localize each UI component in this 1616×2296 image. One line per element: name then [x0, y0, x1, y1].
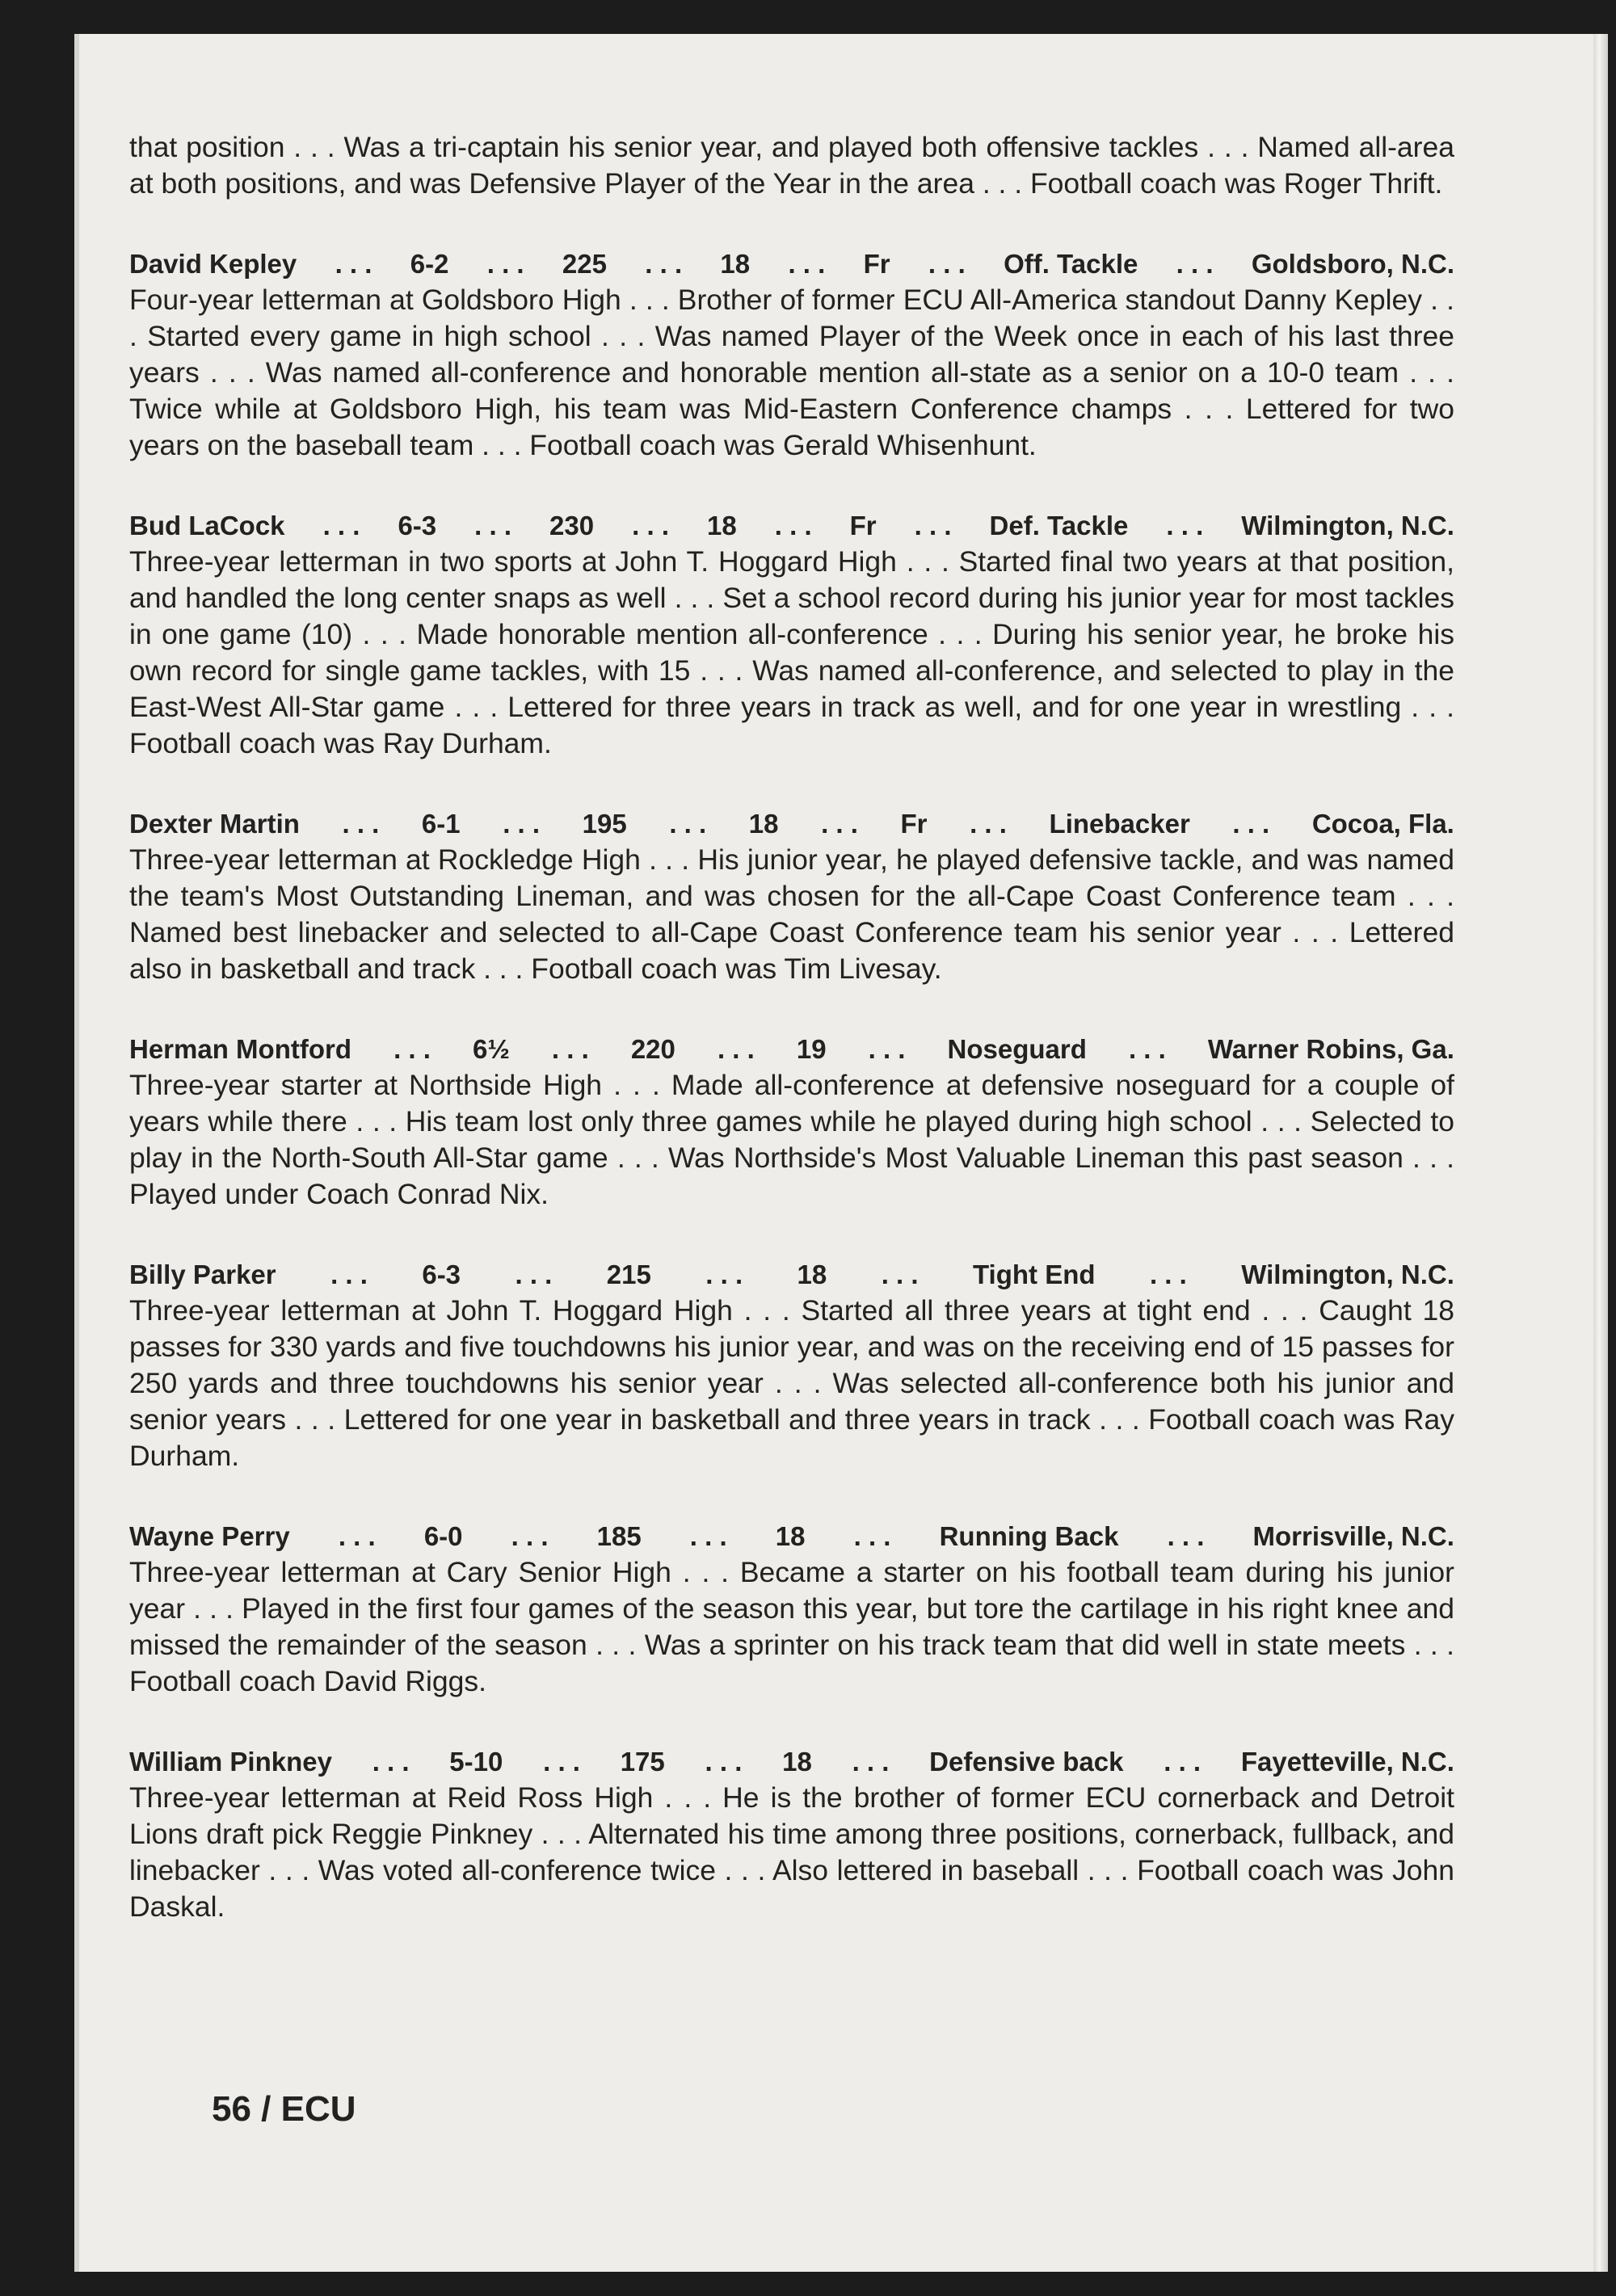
player-hometown: Goldsboro, N.C.: [1251, 249, 1454, 279]
separator: . . .: [503, 809, 541, 839]
player-height: 6-3: [398, 511, 437, 540]
player-entry: [129, 1256, 1454, 1474]
player-hometown: Morrisville, N.C.: [1252, 1521, 1454, 1551]
separator: . . .: [705, 1259, 743, 1289]
player-hometown: Warner Robins, Ga.: [1207, 1034, 1454, 1064]
separator: . . .: [1176, 249, 1214, 279]
player-position: Noseguard: [947, 1034, 1087, 1064]
separator: . . .: [928, 249, 966, 279]
player-age: 18: [782, 1747, 812, 1777]
player-age: 18: [707, 511, 737, 540]
player-header: [129, 805, 1454, 842]
player-hometown: Wilmington, N.C.: [1241, 1259, 1454, 1289]
player-entry: [129, 507, 1454, 762]
separator: . . .: [645, 249, 683, 279]
player-header: [129, 1031, 1454, 1067]
separator: . . .: [669, 809, 707, 839]
separator: . . .: [717, 1034, 755, 1064]
player-weight: 225: [562, 249, 607, 279]
player-name: William Pinkney: [129, 1747, 332, 1777]
player-height: 6½: [472, 1034, 510, 1064]
player-class: Fr: [849, 511, 877, 540]
player-weight: 220: [630, 1034, 675, 1064]
player-hometown: Wilmington, N.C.: [1241, 511, 1454, 540]
page-folio: 56 / ECU: [212, 2089, 356, 2129]
player-position: Off. Tackle: [1004, 249, 1138, 279]
separator: . . .: [632, 511, 669, 540]
player-header: [129, 1256, 1454, 1293]
separator: . . .: [689, 1521, 727, 1551]
player-entry: [129, 805, 1454, 987]
player-name: Billy Parker: [129, 1259, 276, 1289]
player-header: [129, 1743, 1454, 1780]
page-edge: [1593, 34, 1608, 2272]
player-position: Def. Tackle: [989, 511, 1129, 540]
player-weight: 195: [582, 809, 627, 839]
player-age: 19: [796, 1034, 827, 1064]
player-height: 6-0: [423, 1521, 463, 1551]
player-bio: Three-year letterman in two sports at John T. Hoggard High . . . Started final two years at that position, and handled the long center snaps as well . . . Set a school record during his junior year for most tackles in one game (10) . . . Made honorable mention all-conference . . . During his senior year, he broke his own record for single game tackles, with 15 . . . Was named all-conference, and selected to play in the East-West All-Star game . . . Lettered for three years in track as well, and for one year in wrestling . . . Football coach was Ray Durham.: [129, 545, 1454, 759]
separator: . . .: [515, 1259, 553, 1289]
player-entry: [129, 1518, 1454, 1700]
separator: . . .: [474, 511, 512, 540]
player-name: Bud LaCock: [129, 511, 285, 540]
player-entry: [129, 1743, 1454, 1925]
separator: . . .: [372, 1747, 410, 1777]
separator: . . .: [1128, 1034, 1166, 1064]
separator: . . .: [881, 1259, 919, 1289]
separator: . . .: [486, 249, 524, 279]
separator: . . .: [1164, 1747, 1201, 1777]
separator: . . .: [342, 809, 380, 839]
player-bio: Three-year starter at Northside High . . . Made all-conference at defensive noseguard for a couple of years while there . . . His team lost only three games while he played during high school . . . Selected to play in the North-South All-Star game . . . Was Northside's Most Valuable Lineman this past season . . . Played under Coach Conrad Nix.: [129, 1069, 1454, 1210]
separator: . . .: [393, 1034, 431, 1064]
player-weight: 215: [606, 1259, 651, 1289]
player-weight: 230: [549, 511, 595, 540]
player-age: 18: [797, 1259, 827, 1289]
player-weight: 175: [620, 1747, 665, 1777]
separator: . . .: [322, 511, 360, 540]
player-class: Fr: [900, 809, 928, 839]
player-header: [129, 507, 1454, 544]
player-bio: Three-year letterman at Reid Ross High . . . He is the brother of former ECU cornerback and Detroit Lions draft pick Reggie Pinkney . . . Alternated his time among three positions, cornerback, fullback, and linebacker . . . Was voted all-conference twice . . . Also lettered in baseball . . . Football coach was John Daskal.: [129, 1781, 1454, 1923]
separator: . . .: [705, 1747, 743, 1777]
separator: . . .: [914, 511, 952, 540]
separator: . . .: [970, 809, 1007, 839]
player-header: [129, 246, 1454, 282]
separator: . . .: [543, 1747, 580, 1777]
player-hometown: Cocoa, Fla.: [1311, 809, 1454, 839]
player-age: 18: [748, 809, 779, 839]
player-name: Herman Montford: [129, 1034, 351, 1064]
separator: . . .: [335, 249, 372, 279]
separator: . . .: [338, 1521, 376, 1551]
player-position: Tight End: [972, 1259, 1096, 1289]
player-name: David Kepley: [129, 249, 297, 279]
separator: . . .: [1149, 1259, 1187, 1289]
separator: . . .: [551, 1034, 589, 1064]
separator: . . .: [511, 1521, 549, 1551]
separator: . . .: [868, 1034, 906, 1064]
player-position: Linebacker: [1049, 809, 1190, 839]
player-bio: Three-year letterman at John T. Hoggard High . . . Started all three years at tight end . . . Caught 18 passes for 330 yards and five touchdowns his junior year, and was on the receiving end of 15 passes for 250 yards and three touchdowns his senior year . . . Was selected all-conference both his junior and senior years . . . Lettered for one year in basketball and three years in track . . . Football coach was Ray Durham.: [129, 1294, 1454, 1472]
player-height: 6-3: [422, 1259, 461, 1289]
player-age: 18: [720, 249, 751, 279]
player-bio: Three-year letterman at Rockledge High . . . His junior year, he played defensive tackle, and was named the team's Most Outstanding Lineman, and was chosen for the all-Cape Coast Conference team . . . Named best linebacker and selected to all-Cape Coast Conference team his senior year . . . Lettered also in basketball and track . . . Football coach was Tim Livesay.: [129, 843, 1454, 985]
player-header: [129, 1518, 1454, 1554]
player-height: 6-2: [410, 249, 449, 279]
player-bio: Four-year letterman at Goldsboro High . . . Brother of former ECU All-America standout Danny Kepley . . . Started every game in high school . . . Was named Player of the Week once in each of his last three years . . . Was named all-conference and honorable mention all-state as a senior on a 10-0 team . . . Twice while at Goldsboro High, his team was Mid-Eastern Conference champs . . . Lettered for two years on the baseball team . . . Football coach was Gerald Whisenhunt.: [129, 284, 1454, 461]
separator: . . .: [788, 249, 826, 279]
separator: . . .: [330, 1259, 368, 1289]
player-bio: Three-year letterman at Cary Senior High . . . Became a starter on his football team during his junior year . . . Played in the first four games of the season this year, but tore the cartilage in his right knee and missed the remainder of the season . . . Was a sprinter on his track team that did well in state meets . . . Football coach David Riggs.: [129, 1556, 1454, 1697]
player-height: 5-10: [449, 1747, 503, 1777]
player-position: Defensive back: [929, 1747, 1124, 1777]
intro-paragraph: that position . . . Was a tri-captain his senior year, and played both offensive tackles . . . Named all-area at both positions, and was Defensive Player of the Year in the area . . . Football coach was Roger Thrift.: [129, 131, 1454, 200]
separator: . . .: [853, 1521, 891, 1551]
separator: . . .: [1232, 809, 1270, 839]
player-name: Dexter Martin: [129, 809, 300, 839]
separator: . . .: [1166, 511, 1204, 540]
player-entry: [129, 1031, 1454, 1213]
player-height: 6-1: [421, 809, 461, 839]
player-name: Wayne Perry: [129, 1521, 290, 1551]
player-class: Fr: [863, 249, 890, 279]
player-weight: 185: [596, 1521, 642, 1551]
player-age: 18: [775, 1521, 806, 1551]
separator: . . .: [821, 809, 858, 839]
page-content: [129, 129, 1454, 1969]
player-entry: [129, 246, 1454, 464]
separator: . . .: [852, 1747, 890, 1777]
player-hometown: Fayetteville, N.C.: [1240, 1747, 1454, 1777]
player-position: Running Back: [939, 1521, 1119, 1551]
separator: . . .: [1167, 1521, 1205, 1551]
separator: . . .: [774, 511, 812, 540]
